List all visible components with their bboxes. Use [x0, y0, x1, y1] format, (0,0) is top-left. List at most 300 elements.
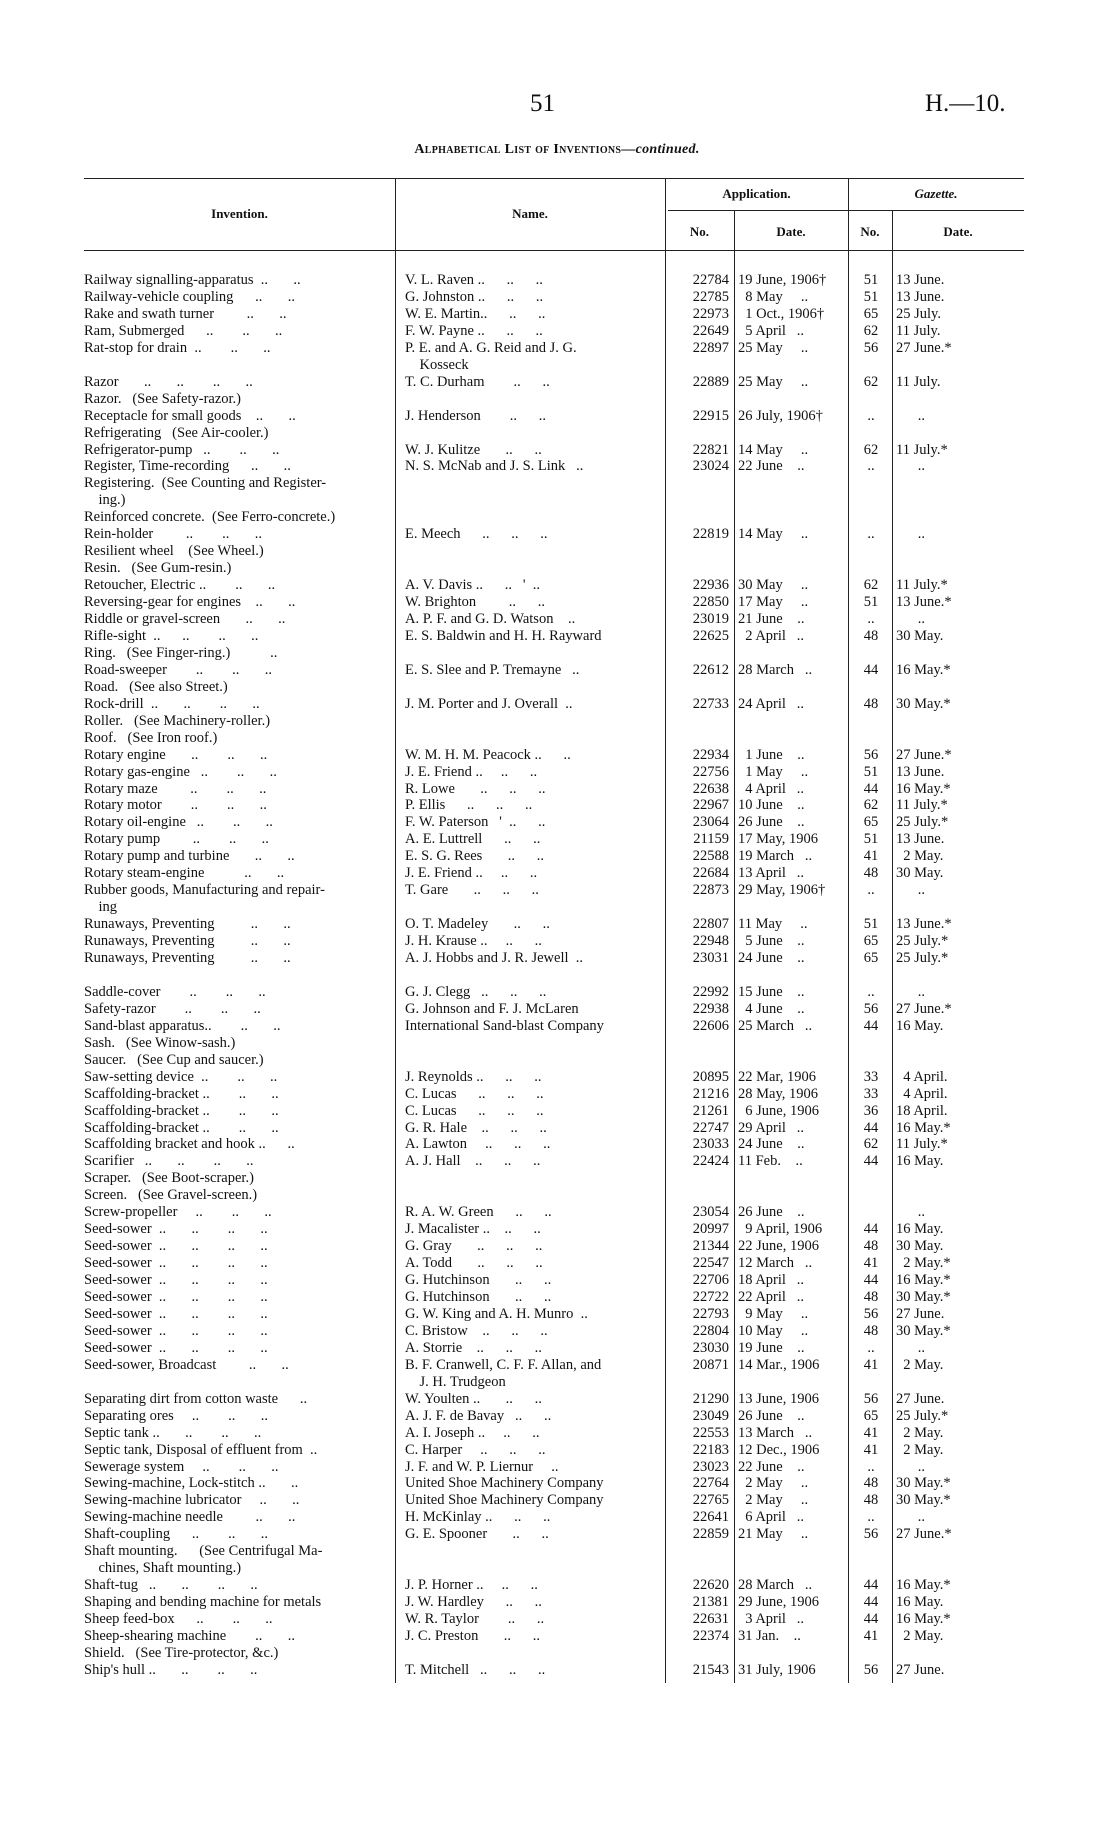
gazette-no-cell: 65 — [863, 1407, 879, 1424]
invention-cell: Rifle-sight .. .. .. .. — [84, 627, 259, 644]
gazette-no-cell: 48 — [863, 865, 879, 882]
header-application: Application. — [722, 186, 791, 201]
name-cell: United Shoe Machinery Company — [405, 1492, 604, 1509]
invention-cell: Register, Time-recording .. .. — [84, 458, 291, 475]
application-no-cell: 22374 — [692, 1628, 729, 1644]
name-cell: J. E. Friend .. .. .. — [405, 763, 538, 780]
application-date-cell: 10 May .. — [738, 1322, 809, 1339]
name-cell: W. R. Taylor .. .. — [405, 1611, 545, 1628]
application-no-cell: 22807 — [692, 916, 729, 933]
table-row — [0, 1611, 1114, 1628]
table-row — [0, 323, 1114, 340]
gazette-date-cell: 16 May.* — [896, 1611, 951, 1628]
name-cell: J. F. and W. P. Liernur .. — [405, 1458, 559, 1475]
application-date-cell: 19 June, 1906† — [738, 272, 827, 288]
application-no-cell: 22873 — [692, 882, 729, 899]
table-row — [0, 1001, 1114, 1018]
gazette-no-cell: .. — [867, 407, 875, 424]
invention-cell: Seed-sower .. .. .. .. — [84, 1305, 268, 1322]
gazette-no-cell: 56 — [863, 1305, 879, 1322]
table-row — [0, 1408, 1114, 1425]
header-invention: Invention. — [211, 206, 268, 221]
application-no-cell: 21216 — [692, 1085, 729, 1102]
application-no-cell: 22631 — [692, 1611, 729, 1628]
table-row — [0, 797, 1114, 814]
table-row — [0, 272, 1114, 289]
invention-cell: Road-sweeper .. .. .. — [84, 661, 273, 678]
name-cell: B. F. Cranwell, C. F. F. Allan, and — [405, 1356, 602, 1373]
application-date-cell: 15 June .. — [738, 983, 805, 1000]
table-row — [0, 1306, 1114, 1323]
table-row — [0, 340, 1114, 357]
application-no-cell: 22897 — [692, 339, 729, 356]
application-no-cell: 22722 — [692, 1289, 729, 1305]
gazette-date-cell: .. — [896, 526, 925, 543]
application-no-cell: 23031 — [692, 950, 729, 966]
gazette-no-cell: 51 — [863, 594, 879, 611]
application-no-cell: 22804 — [692, 1322, 729, 1339]
application-date-cell: 17 May .. — [738, 594, 809, 611]
table-row — [0, 611, 1114, 628]
name-cell: A. J. Hobbs and J. R. Jewell .. — [405, 950, 584, 966]
application-no-cell: 22850 — [692, 594, 729, 611]
application-no-cell: 22948 — [692, 933, 729, 950]
table-row — [0, 1374, 1114, 1391]
invention-cell: Refrigerator-pump .. .. .. — [84, 441, 280, 458]
gazette-no-cell: 62 — [863, 577, 879, 594]
invention-cell: Runaways, Preventing .. .. — [84, 933, 291, 950]
table-row — [0, 1645, 1114, 1662]
gazette-date-cell: 18 April. — [896, 1102, 948, 1119]
name-cell: C. Bristow .. .. .. — [405, 1322, 548, 1339]
table-row — [0, 543, 1114, 560]
gazette-date-cell: 2 May. — [896, 1628, 944, 1644]
invention-cell: Saddle-cover .. .. .. — [84, 983, 266, 1000]
invention-cell: Registering. (See Counting and Register- — [84, 475, 327, 492]
application-date-cell: 28 March .. — [738, 1577, 813, 1594]
gazette-no-cell: 33 — [863, 1085, 879, 1102]
table-row — [0, 391, 1114, 408]
gazette-no-cell: 48 — [863, 1475, 879, 1492]
table-row — [0, 882, 1114, 899]
application-date-cell: 29 April .. — [738, 1119, 805, 1136]
application-date-cell: 14 Mar., 1906 — [738, 1356, 820, 1373]
gazette-no-cell: 41 — [863, 1255, 879, 1272]
invention-cell: Sewing-machine needle .. .. — [84, 1509, 296, 1526]
application-date-cell: 28 March .. — [738, 661, 813, 678]
invention-cell: Scaffolding-bracket .. .. .. — [84, 1119, 279, 1136]
invention-cell: Rock-drill .. .. .. .. — [84, 695, 260, 712]
application-no-cell: 22756 — [692, 763, 729, 780]
invention-cell: Ram, Submerged .. .. .. — [84, 322, 283, 339]
table-row — [0, 899, 1114, 916]
table-row — [0, 1391, 1114, 1408]
application-no-cell: 23030 — [692, 1339, 729, 1356]
gazette-no-cell: 56 — [863, 339, 879, 356]
name-cell: J. Macalister .. .. .. — [405, 1221, 541, 1238]
gazette-date-cell: .. — [896, 1458, 925, 1475]
gazette-date-cell: 16 May.* — [896, 780, 951, 797]
table-row — [0, 1221, 1114, 1238]
gazette-date-cell: 11 July.* — [896, 797, 948, 814]
application-no-cell: 21261 — [692, 1102, 729, 1119]
invention-cell: Scarifier .. .. .. .. — [84, 1153, 254, 1170]
gazette-no-cell: .. — [867, 611, 875, 627]
invention-cell: Rotary steam-engine .. .. — [84, 865, 285, 882]
gazette-no-cell: 56 — [863, 1000, 879, 1017]
application-date-cell: 2 April .. — [738, 627, 805, 644]
invention-cell: Runaways, Preventing .. .. — [84, 916, 291, 933]
application-date-cell: 28 May, 1906 — [738, 1085, 819, 1102]
gazette-date-cell: 27 June. — [896, 1305, 945, 1322]
application-date-cell: 30 May .. — [738, 577, 809, 594]
gazette-no-cell: .. — [867, 983, 875, 1000]
table-row — [0, 764, 1114, 781]
application-no-cell: 22733 — [692, 695, 729, 712]
application-date-cell: 11 May .. — [738, 916, 808, 933]
gazette-date-cell: 16 May.* — [896, 661, 951, 678]
name-cell: G. Gray .. .. .. — [405, 1238, 543, 1255]
gazette-date-cell: 16 May. — [896, 1153, 944, 1170]
table-row — [0, 713, 1114, 730]
name-cell: W. Brighton .. .. — [405, 594, 546, 611]
invention-cell: Seed-sower .. .. .. .. — [84, 1272, 268, 1289]
application-date-cell: 6 April .. — [738, 1509, 805, 1526]
application-date-cell: 25 May .. — [738, 373, 809, 390]
application-no-cell: 22183 — [692, 1441, 729, 1458]
application-no-cell: 22784 — [692, 272, 729, 288]
invention-cell: Shaft mounting. (See Centrifugal Ma- — [84, 1543, 323, 1560]
table-row — [0, 1035, 1114, 1052]
application-no-cell: 22967 — [692, 797, 729, 814]
gazette-no-cell: 51 — [863, 916, 879, 933]
gazette-date-cell: 27 June.* — [896, 1526, 952, 1543]
gazette-date-cell: 25 July. — [896, 305, 941, 322]
table-row — [0, 577, 1114, 594]
gazette-date-cell: 13 June. — [896, 288, 945, 305]
gazette-no-cell: 62 — [863, 1136, 879, 1153]
invention-cell: Septic tank, Disposal of effluent from .. — [84, 1441, 318, 1458]
application-no-cell: 23023 — [692, 1458, 729, 1475]
table-row — [0, 1577, 1114, 1594]
name-cell: A. I. Joseph .. .. .. — [405, 1424, 540, 1441]
name-cell: J. M. Porter and J. Overall .. — [405, 695, 573, 712]
gazette-date-cell: .. — [896, 611, 925, 627]
application-date-cell: 26 June .. — [738, 814, 805, 831]
invention-cell: Seed-sower .. .. .. .. — [84, 1255, 268, 1272]
invention-cell: Razor. (See Safety-razor.) — [84, 390, 242, 407]
invention-cell: Sash. (See Winow-sash.) — [84, 1034, 236, 1051]
application-date-cell: 10 June .. — [738, 797, 805, 814]
invention-cell: Ring. (See Finger-ring.) .. — [84, 644, 278, 661]
invention-cell: Razor .. .. .. .. — [84, 373, 253, 390]
application-no-cell: 22620 — [692, 1577, 729, 1594]
table-row — [0, 933, 1114, 950]
gazette-date-cell: 11 July.* — [896, 1136, 948, 1153]
gazette-no-cell: .. — [867, 882, 875, 899]
name-cell: G. Johnston .. .. .. — [405, 288, 544, 305]
header-name: Name. — [512, 206, 548, 221]
invention-cell: ing — [84, 899, 118, 916]
application-date-cell: 22 Mar, 1906 — [738, 1068, 816, 1085]
table-row — [0, 1475, 1114, 1492]
gazette-no-cell: 65 — [863, 950, 879, 966]
gazette-date-cell: .. — [896, 983, 925, 1000]
invention-cell: Resilient wheel (See Wheel.) — [84, 543, 264, 560]
header-app-date: Date. — [776, 224, 806, 239]
table-row — [0, 1069, 1114, 1086]
application-no-cell: 22915 — [692, 407, 729, 424]
gazette-no-cell: 62 — [863, 797, 879, 814]
name-cell: J. W. Hardley .. .. — [405, 1594, 542, 1611]
invention-cell: Resin. (See Gum-resin.) — [84, 560, 232, 577]
gazette-date-cell: 25 July.* — [896, 1407, 949, 1424]
application-no-cell: 22706 — [692, 1272, 729, 1289]
name-cell: O. T. Madeley .. .. — [405, 916, 550, 933]
application-date-cell: 14 May .. — [738, 441, 809, 458]
gazette-date-cell: 11 July.* — [896, 577, 948, 594]
gazette-date-cell: 2 May. — [896, 1356, 944, 1373]
gazette-no-cell: 56 — [863, 1390, 879, 1407]
application-date-cell: 21 June .. — [738, 611, 805, 627]
name-cell: International Sand-blast Company — [405, 1017, 604, 1034]
table-row — [0, 1492, 1114, 1509]
application-no-cell: 22747 — [692, 1119, 729, 1136]
name-cell: E. S. G. Rees .. .. — [405, 848, 544, 865]
invention-cell: Scraper. (See Boot-scraper.) — [84, 1170, 254, 1187]
gazette-no-cell: 44 — [863, 1153, 879, 1170]
gazette-no-cell: 44 — [863, 1119, 879, 1136]
gazette-no-cell: 48 — [863, 695, 879, 712]
gazette-date-cell: 11 July.* — [896, 441, 948, 458]
gazette-no-cell: .. — [867, 458, 875, 475]
table-row — [0, 645, 1114, 662]
application-date-cell: 24 April .. — [738, 695, 805, 712]
invention-cell: Reinforced concrete. (See Ferro-concrete.) — [84, 509, 336, 526]
application-date-cell: 19 March .. — [738, 848, 813, 865]
gazette-no-cell: 44 — [863, 1611, 879, 1628]
table-row — [0, 1238, 1114, 1255]
application-no-cell: 21344 — [692, 1238, 729, 1255]
invention-cell: Seed-sower .. .. .. .. — [84, 1339, 268, 1356]
table-row — [0, 1662, 1114, 1679]
gazette-date-cell: 27 June.* — [896, 746, 952, 763]
application-date-cell: 19 June .. — [738, 1339, 805, 1356]
name-cell: W. M. H. M. Peacock .. .. — [405, 746, 571, 763]
table-row — [0, 1255, 1114, 1272]
application-date-cell: 25 May .. — [738, 339, 809, 356]
name-cell: C. Lucas .. .. .. — [405, 1102, 544, 1119]
name-cell: J. C. Preston .. .. — [405, 1628, 540, 1644]
table-row — [0, 814, 1114, 831]
gazette-date-cell: 4 April. — [896, 1085, 948, 1102]
gazette-no-cell: 62 — [863, 441, 879, 458]
page-number: 51 — [530, 90, 555, 117]
name-cell: Kosseck — [405, 356, 469, 373]
name-cell: R. A. W. Green .. .. — [405, 1204, 552, 1221]
table-row — [0, 1187, 1114, 1204]
name-cell: A. Lawton .. .. .. — [405, 1136, 551, 1153]
application-date-cell: 25 March .. — [738, 1017, 813, 1034]
gazette-no-cell: 48 — [863, 1492, 879, 1509]
name-cell: J. H. Trudgeon — [405, 1373, 506, 1390]
gazette-no-cell: 36 — [863, 1102, 879, 1119]
invention-cell: Screen. (See Gravel-screen.) — [84, 1187, 258, 1204]
table-row — [0, 950, 1114, 967]
table-row — [0, 442, 1114, 459]
name-cell: W. Youlten .. .. .. — [405, 1390, 542, 1407]
application-no-cell: 22612 — [692, 661, 729, 678]
invention-cell: Sheep-shearing machine .. .. — [84, 1628, 296, 1644]
invention-cell: Sewerage system .. .. .. — [84, 1458, 279, 1475]
gazette-date-cell: 16 May.* — [896, 1272, 951, 1289]
invention-cell: Railway signalling-apparatus .. .. — [84, 272, 301, 288]
table-row — [0, 475, 1114, 492]
application-date-cell: 24 June .. — [738, 1136, 805, 1153]
invention-cell: Runaways, Preventing .. .. — [84, 950, 291, 966]
invention-cell: Roller. (See Machinery-roller.) — [84, 712, 271, 729]
invention-cell: Rotary pump .. .. .. — [84, 831, 269, 848]
name-cell: A. V. Davis .. .. ' .. — [405, 577, 541, 594]
application-no-cell: 23064 — [692, 814, 729, 831]
invention-cell: Refrigerating (See Air-cooler.) — [84, 424, 269, 441]
name-cell: H. McKinlay .. .. .. — [405, 1509, 551, 1526]
invention-cell: Rat-stop for drain .. .. .. — [84, 339, 271, 356]
application-no-cell: 22936 — [692, 577, 729, 594]
gazette-date-cell: 30 May.* — [896, 1475, 951, 1492]
application-date-cell: 26 July, 1906† — [738, 407, 823, 424]
invention-cell: Scaffolding bracket and hook .. .. — [84, 1136, 295, 1153]
application-date-cell: 13 April .. — [738, 865, 805, 882]
application-no-cell: 22889 — [692, 373, 729, 390]
table-row — [0, 1289, 1114, 1306]
invention-cell: Saucer. (See Cup and saucer.) — [84, 1051, 264, 1068]
gazette-no-cell: 65 — [863, 814, 879, 831]
application-no-cell: 22821 — [692, 441, 729, 458]
table-row — [0, 1204, 1114, 1221]
table-row — [0, 1425, 1114, 1442]
application-no-cell: 23019 — [692, 611, 729, 627]
application-date-cell: 13 June, 1906 — [738, 1390, 819, 1407]
application-date-cell: 2 May .. — [738, 1475, 809, 1492]
page-code: H.—10. — [925, 90, 1006, 117]
gazette-date-cell: 2 May. — [896, 1424, 944, 1441]
application-date-cell: 26 June .. — [738, 1407, 805, 1424]
application-date-cell: 1 Oct., 1906† — [738, 305, 825, 322]
name-cell: A. Storrie .. .. .. — [405, 1339, 542, 1356]
application-date-cell: 31 July, 1906 — [738, 1661, 816, 1678]
gazette-no-cell: 41 — [863, 1441, 879, 1458]
gazette-no-cell: 44 — [863, 1577, 879, 1594]
invention-cell: chines, Shaft mounting.) — [84, 1560, 242, 1577]
invention-cell: Safety-razor .. .. .. — [84, 1000, 261, 1017]
gazette-no-cell: 44 — [863, 1017, 879, 1034]
table-row — [0, 1526, 1114, 1543]
name-cell: J. Henderson .. .. — [405, 407, 546, 424]
table-row — [0, 1120, 1114, 1137]
invention-cell: Rotary gas-engine .. .. .. — [84, 763, 277, 780]
application-date-cell: 5 April .. — [738, 322, 805, 339]
gazette-no-cell: 41 — [863, 1356, 879, 1373]
invention-cell: Sewing-machine lubricator .. .. — [84, 1492, 300, 1509]
application-date-cell: 11 Feb. .. — [738, 1153, 803, 1170]
gazette-date-cell: 16 May. — [896, 1221, 944, 1238]
gazette-date-cell: .. — [896, 1509, 925, 1526]
gazette-date-cell: 25 July.* — [896, 950, 949, 966]
application-date-cell: 29 May, 1906† — [738, 882, 826, 899]
name-cell: F. W. Payne .. .. .. — [405, 322, 543, 339]
table-row — [0, 747, 1114, 764]
invention-cell: Sand-blast apparatus.. .. .. — [84, 1017, 281, 1034]
name-cell: G. W. King and A. H. Munro .. — [405, 1305, 588, 1322]
application-date-cell: 4 April .. — [738, 780, 805, 797]
application-date-cell: 3 April .. — [738, 1611, 805, 1628]
gazette-date-cell: 2 May. — [896, 848, 944, 865]
table-row — [0, 1136, 1114, 1153]
gazette-no-cell: 41 — [863, 848, 879, 865]
table-row — [0, 1442, 1114, 1459]
invention-cell: Seed-sower .. .. .. .. — [84, 1221, 268, 1238]
application-no-cell: 22859 — [692, 1526, 729, 1543]
gazette-date-cell: 27 June.* — [896, 1000, 952, 1017]
table-row — [0, 425, 1114, 442]
application-date-cell: 22 June .. — [738, 458, 805, 475]
name-cell: E. Meech .. .. .. — [405, 526, 548, 543]
invention-cell: Rake and swath turner .. .. — [84, 305, 287, 322]
table-row — [0, 1272, 1114, 1289]
header-gaz-date: Date. — [943, 224, 973, 239]
application-no-cell: 23033 — [692, 1136, 729, 1153]
name-cell: T. C. Durham .. .. — [405, 373, 550, 390]
name-cell: C. Harper .. .. .. — [405, 1441, 546, 1458]
gazette-date-cell: 16 May.* — [896, 1119, 951, 1136]
gazette-date-cell: 25 July.* — [896, 933, 949, 950]
name-cell: C. Lucas .. .. .. — [405, 1085, 544, 1102]
table-row — [0, 967, 1114, 984]
header-gaz-no: No. — [860, 224, 880, 239]
table-row — [0, 1357, 1114, 1374]
name-cell: T. Gare .. .. .. — [405, 882, 539, 899]
table-row — [0, 679, 1114, 696]
name-cell: A. J. Hall .. .. .. — [405, 1153, 541, 1170]
name-cell: F. W. Paterson ' .. .. — [405, 814, 546, 831]
gazette-date-cell: 30 May.* — [896, 695, 951, 712]
name-cell: R. Lowe .. .. .. — [405, 780, 546, 797]
gazette-no-cell: 44 — [863, 780, 879, 797]
application-date-cell: 22 June .. — [738, 1458, 805, 1475]
table-row — [0, 1052, 1114, 1069]
gazette-no-cell: 33 — [863, 1068, 879, 1085]
name-cell: G. E. Spooner .. .. — [405, 1526, 549, 1543]
invention-cell: Rotary oil-engine .. .. .. — [84, 814, 273, 831]
name-cell: G. Johnson and F. J. McLaren — [405, 1000, 579, 1017]
invention-cell: Rotary pump and turbine .. .. — [84, 848, 295, 865]
gazette-date-cell: .. — [896, 882, 925, 899]
application-no-cell: 21290 — [692, 1390, 729, 1407]
gazette-no-cell: 48 — [863, 1238, 879, 1255]
table-row — [0, 865, 1114, 882]
invention-cell: Railway-vehicle coupling .. .. — [84, 288, 296, 305]
table-row — [0, 492, 1114, 509]
table-row — [0, 1323, 1114, 1340]
application-no-cell: 23054 — [692, 1204, 729, 1221]
gazette-date-cell: .. — [896, 1339, 925, 1356]
invention-cell: Septic tank .. .. .. .. — [84, 1424, 262, 1441]
gazette-date-cell: 25 July.* — [896, 814, 949, 831]
application-no-cell: 22938 — [692, 1000, 729, 1017]
gazette-date-cell: 16 May. — [896, 1594, 944, 1611]
application-no-cell: 22684 — [692, 865, 729, 882]
